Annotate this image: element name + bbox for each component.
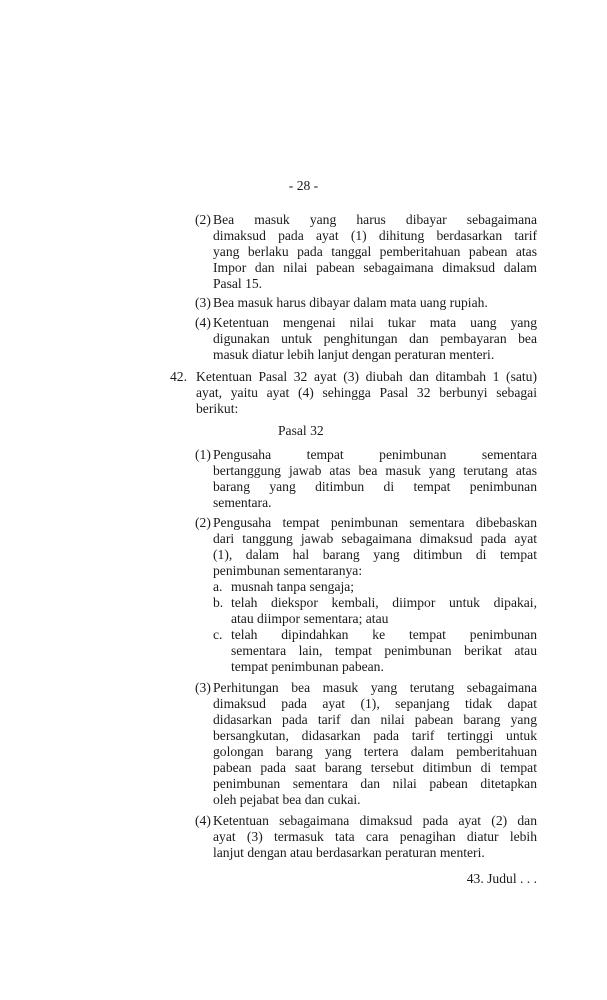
text-line: dari tanggung jawab sebagaimana dimaksud pada ayat [213, 531, 537, 546]
text-line: Pasal 15. [213, 276, 263, 291]
text-line: atau diimpor sementara; atau [231, 611, 389, 626]
list-item [0, 579, 607, 595]
text-line: Ketentuan sebagaimana dimaksud pada ayat (2) dan [213, 813, 537, 828]
text-line: digunakan untuk penghitungan dan pembayaran bea [213, 331, 537, 346]
text-line: tempat penimbunan pabean. [231, 659, 384, 674]
text-line: oleh pejabat bea dan cukai. [213, 792, 361, 807]
text-line: musnah tanpa sengaja; [231, 579, 355, 594]
text-line: barang yang ditimbun di tempat penimbunan [213, 479, 537, 494]
text-line: Pengusaha tempat penimbunan sementara dibebaskan [213, 515, 537, 530]
list-item [0, 295, 607, 311]
text-line: Impor dan nilai pabean sebagaimana dimaksud dalam [213, 260, 537, 275]
text-line: telah diekspor kembali, diimpor untuk dipakai, [231, 595, 537, 610]
text-line: masuk diatur lebih lanjut dengan peraturan menteri. [213, 347, 495, 362]
item-number: (3) [195, 295, 211, 310]
list-item [0, 515, 607, 579]
item-number: (3) [195, 680, 211, 695]
item-number: (2) [195, 515, 211, 530]
list-item [0, 212, 607, 292]
text-line: Ketentuan Pasal 32 ayat (3) diubah dan ditambah 1 (satu) [196, 369, 537, 384]
text-line: dimaksud pada ayat (1) dihitung berdasarkan tarif [213, 228, 537, 243]
text-line: Bea masuk harus dibayar dalam mata uang rupiah. [213, 295, 488, 310]
text-line: yang berlaku pada tanggal pemberitahuan pabean atas [213, 244, 537, 259]
text-line: sementara lain, tempat penimbunan berikat atau [231, 643, 537, 658]
article-heading [0, 423, 607, 439]
item-number: 42. [170, 369, 187, 384]
text-line: Ketentuan mengenai nilai tukar mata uang yang [213, 315, 537, 330]
text-line: sementara. [213, 495, 272, 510]
text-line: telah dipindahkan ke tempat penimbunan [231, 627, 537, 642]
text-line: ayat (3) termasuk tata cara penagihan diatur lebih [213, 829, 537, 844]
item-number: c. [213, 627, 223, 642]
item-number: (1) [195, 447, 211, 462]
text-line: golongan barang yang tertera dalam pemberitahuan [213, 744, 537, 759]
list-item [0, 595, 607, 627]
text-line: bersangkutan, didasarkan pada tarif tertinggi untuk [213, 728, 537, 743]
text-line: didasarkan pada tarif dan nilai pabean barang yang [213, 712, 537, 727]
item-number: a. [213, 579, 223, 594]
list-item [0, 315, 607, 363]
text-line: penimbunan sementaranya: [213, 563, 363, 578]
text-line: Perhitungan bea masuk yang terutang sebagaimana [213, 680, 537, 695]
text-line: pabean pada saat barang tersebut ditimbun di tempat [213, 760, 537, 775]
text-line: dimaksud pada ayat (1), sepanjang tidak dapat [213, 696, 537, 711]
document-body [0, 212, 607, 887]
text-line: Pasal 32 [278, 423, 324, 438]
list-item [0, 813, 607, 861]
text-line: ayat, yaitu ayat (4) sehingga Pasal 32 berbunyi sebagai [196, 385, 537, 400]
item-number: (4) [195, 813, 211, 828]
list-item [0, 369, 607, 417]
item-number: b. [213, 595, 224, 610]
text-line: Pengusaha tempat penimbunan sementara [213, 447, 537, 462]
page-number: - 28 - [288, 178, 319, 193]
item-number: (2) [195, 212, 211, 227]
list-item [0, 627, 607, 675]
item-number: (4) [195, 315, 211, 330]
list-item [0, 447, 607, 511]
text-line: penimbunan sementara dan nilai pabean ditetapkan [213, 776, 537, 791]
text-line: bertanggung jawab atas bea masuk yang terutang atas [213, 463, 537, 478]
list-item [0, 680, 607, 808]
text-line: berikut: [196, 401, 239, 416]
text-line: lanjut dengan atau berdasarkan peraturan menteri. [213, 845, 485, 860]
text-line: Bea masuk yang harus dibayar sebagaimana [213, 212, 537, 227]
text-line: (1), dalam hal barang yang ditimbun di tempat [213, 547, 537, 562]
next-page-catchword: 43. Judul . . . [466, 871, 537, 886]
